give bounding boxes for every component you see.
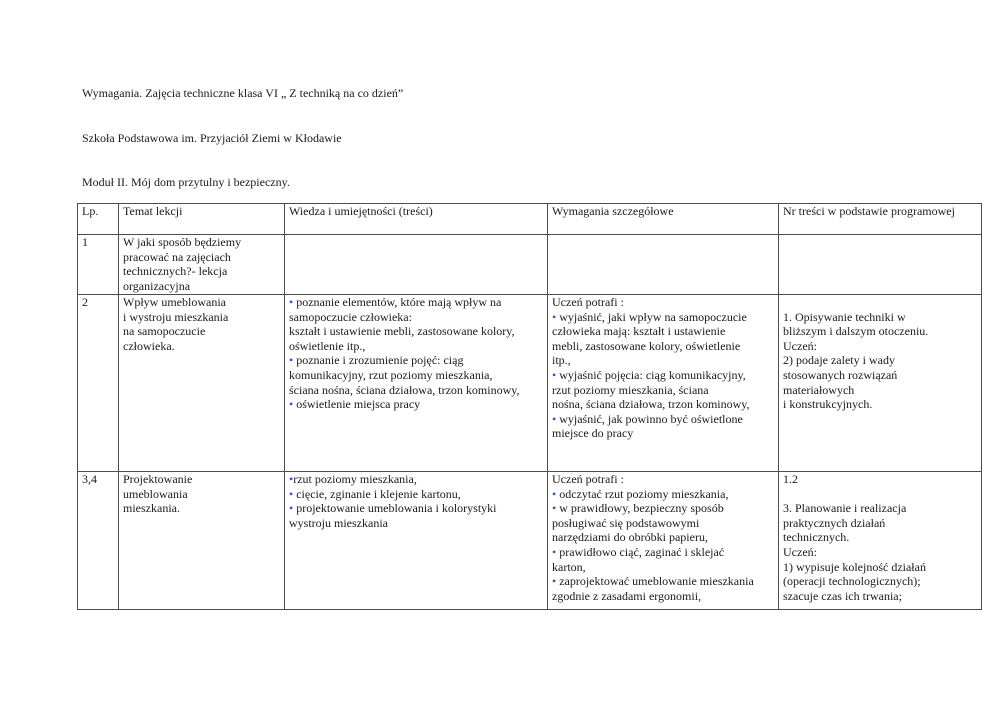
bullet-icon: •	[552, 486, 557, 501]
bullet-icon: •	[552, 544, 557, 559]
row-topic	[119, 235, 285, 295]
header-topic: Temat lekcji	[119, 204, 285, 235]
text-line: stosowanych rozwiązań	[783, 367, 898, 382]
text-line: samopoczucie człowieka:	[289, 309, 412, 324]
bullet-icon: •	[552, 411, 557, 426]
text-line: mebli, zastosowane kolory, oświetlenie	[552, 338, 741, 353]
module-title: Moduł II. Mój dom przytulny i bezpieczny.	[82, 175, 290, 189]
text-line: 3. Planowanie i realizacja	[783, 501, 907, 516]
text-line: pracować na zajęciach	[123, 249, 231, 264]
row-requirements	[548, 295, 779, 472]
text-line: człowieka.	[123, 338, 175, 353]
text-line: • w prawidłowy, bezpieczny sposób	[552, 501, 724, 516]
bullet-icon: •	[552, 574, 557, 589]
row-lp: 1	[78, 235, 119, 295]
text-line: • prawidłowo ciąć, zaginać i sklejać	[552, 544, 725, 559]
text-line: Uczeń:	[783, 338, 817, 353]
bullet-icon: •	[289, 472, 294, 486]
text-line: bliższym i dalszym otoczeniu.	[783, 324, 929, 339]
bullet-icon: •	[289, 295, 294, 309]
text-line: • zaprojektować umeblowanie mieszkania	[552, 574, 754, 589]
bullet-icon: •	[552, 367, 557, 382]
header-knowledge: Wiedza i umiejętności (treści)	[285, 204, 548, 235]
text-line: • poznanie elementów, które mają wpływ na	[289, 295, 502, 309]
table-header-row	[78, 204, 982, 235]
text-line: Uczeń:	[783, 544, 817, 559]
text-line: organizacyjna	[123, 278, 191, 293]
text-line: itp.,	[552, 353, 571, 368]
text-line: Projektowanie	[123, 472, 193, 486]
requirements-table	[77, 203, 982, 610]
row-curriculum	[779, 235, 982, 295]
text-line: nośna, ściana działowa, trzon kominowy,	[552, 397, 750, 412]
text-line: 1) wypisuje kolejność działań	[783, 559, 926, 574]
row-curriculum	[779, 295, 982, 472]
text-line: na samopoczucie	[123, 324, 206, 339]
row-knowledge	[285, 472, 548, 610]
curriculum-ref: 1.2	[783, 472, 798, 486]
text-line: kształt i ustawienie mebli, zastosowane kolory,	[289, 324, 515, 339]
text-line: i konstrukcyjnych.	[783, 397, 873, 412]
school-name: Szkoła Podstawowa im. Przyjaciół Ziemi w Kłodawie	[82, 131, 342, 145]
text-line: 1. Opisywanie techniki w	[783, 309, 906, 324]
row-requirements	[548, 235, 779, 295]
text-line: i wystroju mieszkania	[123, 309, 229, 324]
header-requirements: Wymagania szczegółowe	[548, 204, 779, 235]
header-curriculum: Nr treści w podstawie programowej	[779, 204, 982, 235]
document-title: Wymagania. Zajęcia techniczne klasa VI „ Z techniką na co dzień”	[82, 86, 404, 100]
bullet-icon: •	[552, 309, 557, 324]
row-requirements	[548, 472, 779, 610]
text-line: oświetlenie itp.,	[289, 338, 366, 353]
text-line: (operacji technologicznych);	[783, 574, 921, 589]
row-topic	[119, 472, 285, 610]
text-line: • wyjaśnić, jaki wpływ na samopoczucie	[552, 309, 747, 324]
row-knowledge	[285, 295, 548, 472]
bullet-icon: •	[289, 486, 294, 501]
bullet-icon: •	[289, 501, 294, 516]
bullet-icon: •	[552, 501, 557, 516]
table-row	[78, 295, 982, 472]
text-line: • oświetlenie miejsca pracy	[289, 397, 421, 412]
text-line: • wyjaśnić, jak powinno być oświetlone	[552, 411, 743, 426]
bullet-icon: •	[289, 353, 294, 368]
text-line: W jaki sposób będziemy	[123, 235, 242, 249]
text-line: • poznanie i zrozumienie pojęć: ciąg	[289, 353, 464, 368]
text-line: technicznych.	[783, 530, 850, 545]
row-knowledge	[285, 235, 548, 295]
text-line: komunikacyjny, rzut poziomy mieszkania,	[289, 367, 493, 382]
text-line: Uczeń potrafi :	[552, 472, 624, 486]
text-line: Wpływ umeblowania	[123, 295, 226, 309]
text-line: posługiwać się podstawowymi	[552, 515, 700, 530]
text-line: materiałowych	[783, 382, 855, 397]
text-line: mieszkania.	[123, 501, 180, 516]
row-topic	[119, 295, 285, 472]
table-row	[78, 235, 982, 295]
row-lp: 3,4	[78, 472, 119, 610]
text-line: zgodnie z zasadami ergonomii,	[552, 588, 702, 603]
table-row	[78, 472, 982, 610]
text-line: • wyjaśnić pojęcia: ciąg komunikacyjny,	[552, 367, 746, 382]
text-line: wystroju mieszkania	[289, 515, 388, 530]
text-line: miejsce do pracy	[552, 426, 634, 441]
bullet-icon: •	[289, 397, 294, 412]
text-line: narzędziami do obróbki papieru,	[552, 530, 708, 545]
text-line: 2) podaje zalety i wady	[783, 353, 895, 368]
text-line: Uczeń potrafi :	[552, 295, 624, 309]
text-line: praktycznych działań	[783, 515, 886, 530]
text-line: karton,	[552, 559, 586, 574]
text-line: • cięcie, zginanie i klejenie kartonu,	[289, 486, 461, 501]
text-line: technicznych?- lekcja	[123, 264, 228, 279]
text-line: •rzut poziomy mieszkania,	[289, 472, 417, 486]
text-line: • odczytać rzut poziomy mieszkania,	[552, 486, 729, 501]
row-lp: 2	[78, 295, 119, 472]
row-curriculum	[779, 472, 982, 610]
text-line: ściana nośna, ściana działowa, trzon kominowy,	[289, 382, 520, 397]
text-line: rzut poziomy mieszkania, ściana	[552, 382, 709, 397]
text-line: szacuje czas ich trwania;	[783, 588, 902, 603]
text-line: umeblowania	[123, 486, 188, 501]
header-lp: Lp.	[78, 204, 119, 235]
text-line: • projektowanie umeblowania i kolorystyki	[289, 501, 497, 516]
text-line: człowieka mają: kształt i ustawienie	[552, 324, 726, 339]
